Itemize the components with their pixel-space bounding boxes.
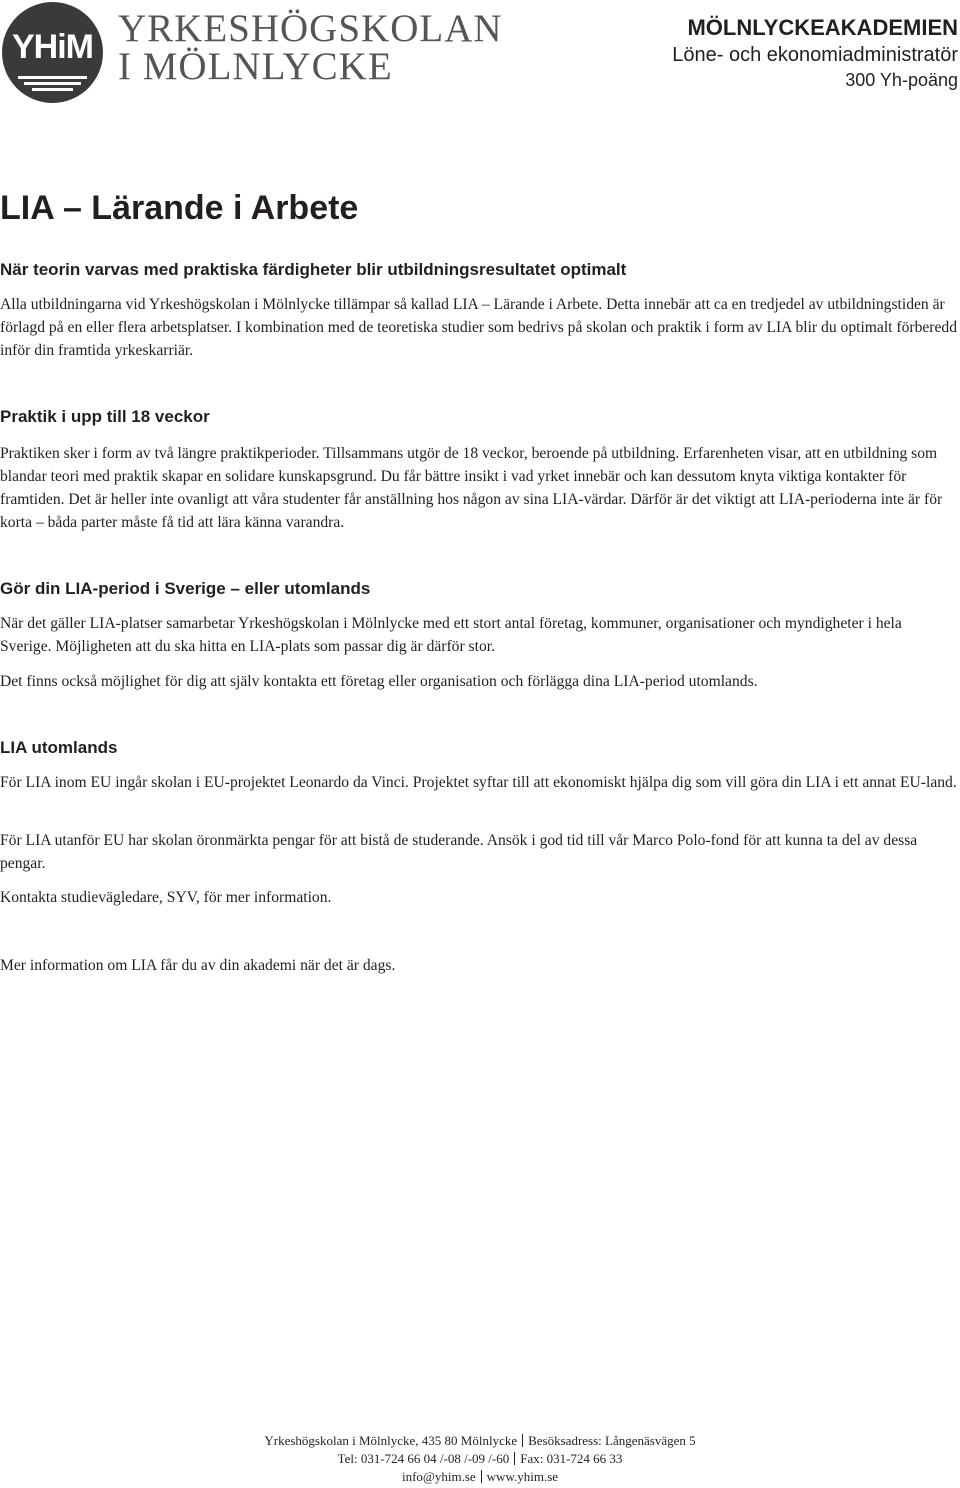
closing-paragraph: Mer information om LIA får du av din akademi när det är dags. [0,957,396,974]
section-heading-sverige: Gör din LIA-period i Sverige – eller utomlands [0,579,371,598]
program-header [672,14,958,92]
logo-line-1: YRKESHÖGSKOLAN [118,7,503,50]
page-title: LIA – Lärande i Arbete [0,189,359,227]
footer-email-link[interactable]: info@yhim.se [401,1469,476,1484]
program-points: 300 Yh-poäng [845,70,958,90]
section-paragraph: När det gäller LIA-platser samarbetar Yrkeshögskolan i Mölnlycke med ett stort antal företag, kommuner, organisationer och myndigheter i hela Sverige. Möjligheten att du ska hitta en LIA-plats som passar dig är därför stor. [0,615,902,655]
logo-line-2: I MÖLNLYCKE [118,45,393,88]
footer-separator [481,1470,482,1483]
logo-stripe [32,88,73,91]
section-paragraph: Det finns också möjlighet för dig att själv kontakta ett företag eller organisation och förlägga dina LIA-period utomlands. [0,673,758,690]
page-subtitle: När teorin varvas med praktiska färdigheter blir utbildningsresultatet optimalt [0,260,627,279]
footer-address: Yrkeshögskolan i Mölnlycke, 435 80 Mölnlycke [264,1433,518,1448]
footer-separator [522,1434,523,1447]
program-name: Löne- och ekonomiadministratör [672,44,958,66]
academy-name: MÖLNLYCKEAKADEMIEN [687,15,958,40]
logo-stripe [18,76,87,79]
footer-phone-line [0,1450,960,1468]
page-footer [0,1432,960,1486]
section-paragraph: För LIA inom EU ingår skolan i EU-projektet Leonardo da Vinci. Projektet syftar till att ekonomiskt hjälpa dig som vill göra din LIA i ett annat EU-land. [0,774,957,791]
section-heading-praktik: Praktik i upp till 18 veckor [0,407,210,426]
section-paragraph: Praktiken sker i form av två längre praktikperioder. Tillsammans utgör de 18 veckor, beroende på utbildning. Erfarenheten visar, att en utbildning som blandar teori med praktik skapar en solidare kunskapsgrund. Du får bättre insikt i vad yrket innebär och kan dessutom knyta viktiga kontakter för framtiden. Det är heller inte ovanligt att våra studenter får anställning hos någon av sina LIA-värdar. Därför är det viktigt att LIA-perioderna inte är för korta – båda parter måste få tid att lära känna varandra. [0,445,943,531]
logo-badge [2,2,103,103]
logo-wordmark [118,7,503,88]
footer-visit-address: Besöksadress: Långenäsvägen 5 [528,1433,696,1448]
section-paragraph: För LIA utanför EU har skolan öronmärkta pengar för att bistå de studerande. Ansök i god tid till vår Marco Polo-fond för att kunna ta del av dessa pengar. [0,832,918,872]
footer-fax: Fax: 031-724 66 33 [520,1451,623,1466]
footer-separator [514,1452,515,1465]
footer-address-line [0,1432,960,1450]
section-heading-utomlands: LIA utomlands [0,738,118,757]
intro-paragraph: Alla utbildningarna vid Yrkeshögskolan i Mölnlycke tillämpar så kallad LIA – Lärande i Arbete. Detta innebär att ca en tredjedel av utbildningstiden är förlagd på en eller flera arbetsplatser. I kombination med de teoretiska studier som bedrivs på skolan och praktik i form av LIA blir du optimalt förberedd inför din framtida yrkeskarriär. [0,296,957,359]
footer-web-link[interactable]: www.yhim.se [486,1469,559,1484]
footer-phone: Tel: 031-724 66 04 /-08 /-09 /-60 [337,1451,510,1466]
logo-stripe [24,82,81,85]
section-paragraph: Kontakta studievägledare, SYV, för mer information. [0,889,332,906]
logo-mark: YHiM [12,28,93,66]
footer-contact-line [0,1468,960,1486]
school-logo [0,0,503,110]
